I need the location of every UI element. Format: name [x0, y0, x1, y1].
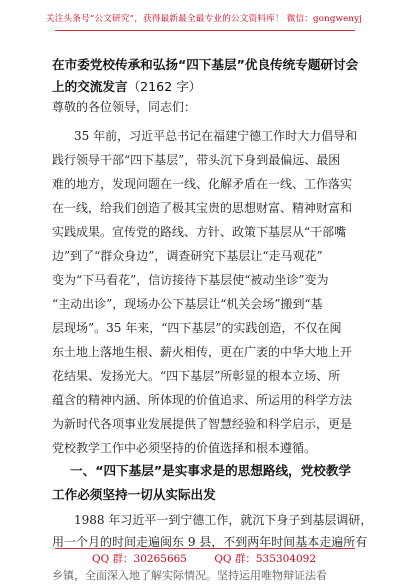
- paragraph-1-line: 为新时代各项事业发展提供了智慧经验和科学启示，更是: [52, 417, 353, 431]
- salutation: 尊敬的各位领导，同志们：: [52, 100, 197, 114]
- header-banner: 关注头条号“公文研究”，获得最新最全最专业的公文资料库！ 微信：gongwenyj: [45, 14, 363, 24]
- paragraph-1-line: 党校教学工作中必须坚持的价值选择和根本遵循。: [52, 441, 317, 455]
- title-line-1: 在市委党校传承和弘扬“四下基层”优良传统专题研讨会: [52, 57, 359, 72]
- paragraph-1-line: “主动出诊”，现场办公下基层让“机关会场”搬到“基: [52, 297, 323, 311]
- paragraph-1-line: 花结果、发扬光大。“四下基层”所彰显的根本立场、所: [52, 369, 341, 383]
- paragraph-2-line: 1988 年习近平一到宁德工作，就沉下身子到基层调研，: [74, 513, 373, 527]
- header-divider: [55, 30, 355, 31]
- title-line-2-text: 上的交流发言: [52, 79, 128, 94]
- document-title: [52, 54, 362, 98]
- paragraph-1-line: 蕴含的精神内涵、所体现的价值追求、所运用的科学方法: [52, 393, 353, 407]
- paragraph-1-line: 在一线，给我们创造了极其宝贵的思想财富、精神财富和: [52, 201, 353, 215]
- paragraph-1-line: 层现场”。35 年来，“四下基层”的实践创造，不仅在闽: [52, 321, 342, 335]
- paragraph-2-line: 用一个月的时间走遍闽东 9 县，不到两年时间基本走遍所有: [52, 535, 368, 549]
- footer-qq-group-2: QQ 群：535304092: [214, 553, 317, 565]
- paragraph-1-line: 变为“下马看花”，信访接待下基层使“被动坐诊”变为: [52, 273, 329, 287]
- footer-divider: [55, 548, 355, 549]
- word-count: （2162 字）: [127, 79, 202, 94]
- paragraph-1-line: 践行领导干部“四下基层”，带头沉下身到最偏远、最困: [52, 153, 341, 167]
- paragraph-1-line: 东土地上落地生根、薪火相传，更在广袤的中华大地上开: [52, 345, 353, 359]
- footer-qq-group-1: QQ 群：30265665: [91, 553, 187, 565]
- section-heading-line-2: 工作必须坚持一切从实际出发: [52, 487, 216, 502]
- paragraph-1-line: 难的地方，发现问题在一线、化解矛盾在一线、工作落实: [52, 177, 353, 191]
- footer-contacts: [0, 551, 408, 566]
- paragraph-1-line: 35 年前，习近平总书记在福建宁德工作时大力倡导和: [74, 129, 358, 143]
- paragraph-1-line: 实践成果。宣传党的路线、方针、政策下基层从“干部嘴: [52, 225, 347, 239]
- title-line-2: [52, 76, 362, 98]
- paragraph-1-line: 边”到了“群众身边”，调查研究下基层让“走马观花”: [52, 249, 323, 263]
- paragraph-2-line-partial: 乡镇，全面深入地了解实际情况。坚持运用唯物辩证法看: [52, 569, 327, 582]
- section-heading-line-1: 一、“四下基层”是实事求是的思想路线，党校教学: [70, 463, 352, 478]
